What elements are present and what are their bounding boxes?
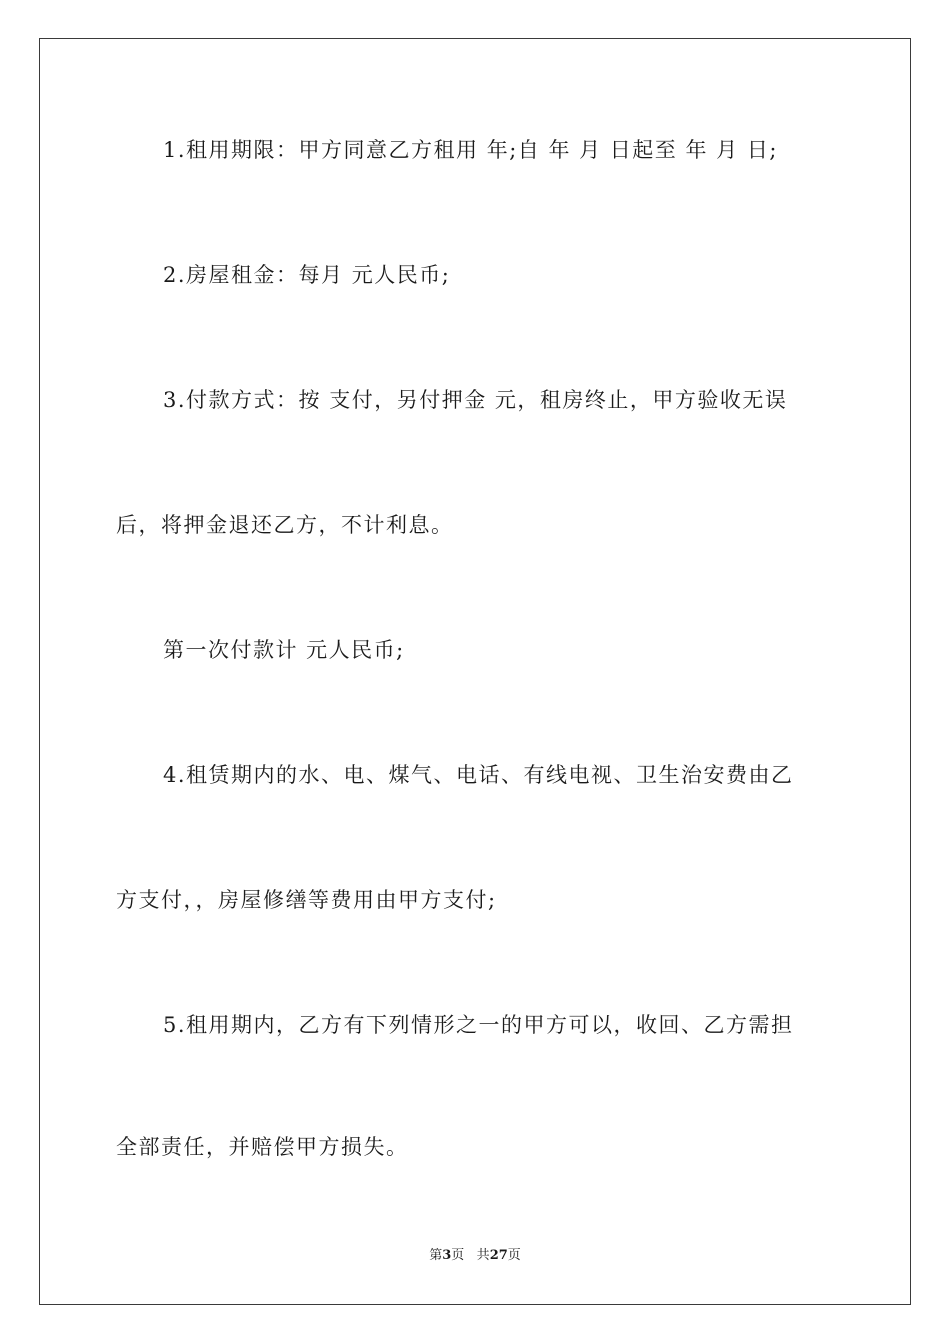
clause-5-termination: 5.租用期内，乙方有下列情形之一的甲方可以，收回、乙方需担	[163, 1013, 794, 1037]
clause-2-rent: 2.房屋租金：每月 元人民币;	[163, 263, 451, 287]
clause-3-continuation: 后，将押金退还乙方，不计利息。	[116, 513, 454, 537]
clause-3-payment-method: 3.付款方式：按 支付，另付押金 元，租房终止，甲方验收无误	[163, 388, 788, 412]
first-payment-line: 第一次付款计 元人民币;	[163, 638, 405, 662]
clause-1-lease-term: 1.租用期限：甲方同意乙方租用 年;自 年 月 日起至 年 月 日;	[163, 138, 778, 162]
clause-5-continuation: 全部责任，并赔偿甲方损失。	[116, 1135, 409, 1159]
page-footer	[0, 1247, 950, 1265]
clause-4-utilities: 4.租赁期内的水、电、煤气、电话、有线电视、卫生治安费由乙	[163, 763, 794, 787]
page-prefix: 第	[429, 1248, 443, 1263]
total-page-count: 27	[489, 1248, 508, 1263]
page-suffix: 页	[451, 1248, 465, 1263]
page-frame	[39, 38, 911, 1305]
total-prefix: 共	[476, 1248, 490, 1263]
current-page-number: 3	[442, 1248, 452, 1263]
clause-4-continuation: 方支付，，房屋修缮等费用由甲方支付;	[116, 888, 497, 912]
total-suffix: 页	[507, 1248, 521, 1263]
